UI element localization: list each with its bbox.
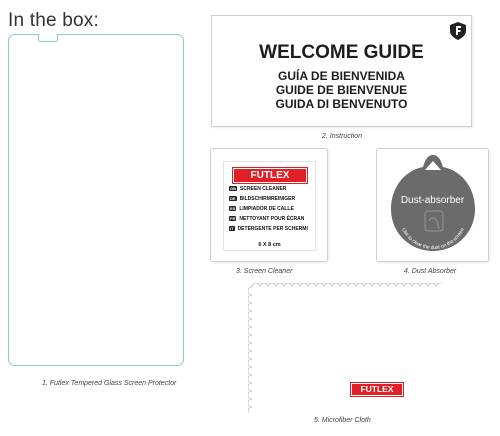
screen-cleaner-card [210, 148, 328, 262]
cleaner-row-gb: GB SCREEN CLEANER [230, 186, 287, 192]
dust-absorber-sticker [377, 149, 490, 263]
guide-line-es: GUÍA DE BIENVENIDA [278, 69, 405, 83]
dust-arc-text: Use to clear the dust on the screen [400, 227, 466, 252]
cloth-scalloped-edge [248, 283, 442, 413]
dust-title: Dust-absorber [400, 195, 465, 206]
cleaner-label [223, 161, 316, 251]
glass-screen-protector [8, 34, 184, 366]
cleaner-row-de: DE BILDSCHIRMREINIGER [230, 196, 296, 202]
cleaner-caption: 3. Screen Cleaner [236, 268, 293, 275]
welcome-guide-card [211, 15, 472, 127]
cleaner-brand-badge: FUTLEX [233, 168, 307, 183]
cloth-brand-badge: FUTLEX [351, 383, 403, 396]
cleaner-row-it: IT DETERGENTE PER SCHERMI [230, 226, 308, 232]
microfiber-cloth [248, 283, 442, 413]
dust-caption: 4. Dust Absorber [404, 268, 457, 275]
guide-caption: 2. Instruction [322, 133, 363, 140]
cleaner-row-fr: FR NETTOYANT POUR ÉCRAN [230, 216, 305, 222]
guide-line-it: GUIDA DI BENVENUTO [275, 97, 408, 111]
glass-caption: 1. Futlex Tempered Glass Screen Protector [42, 380, 177, 387]
futlex-shield-icon [437, 16, 471, 50]
guide-title: WELCOME GUIDE [259, 42, 424, 63]
section-heading: In the box: [8, 10, 99, 31]
dust-absorber-card [376, 148, 489, 262]
glass-notch [38, 34, 58, 42]
cloth-caption: 5. Microfiber Cloth [314, 417, 371, 424]
cleaner-size: 6 X 8 cm [258, 242, 281, 248]
guide-line-fr: GUIDE DE BIENVENUE [275, 83, 408, 97]
cleaner-row-es: ES LIMPIADOR DE CALLE [230, 206, 294, 212]
